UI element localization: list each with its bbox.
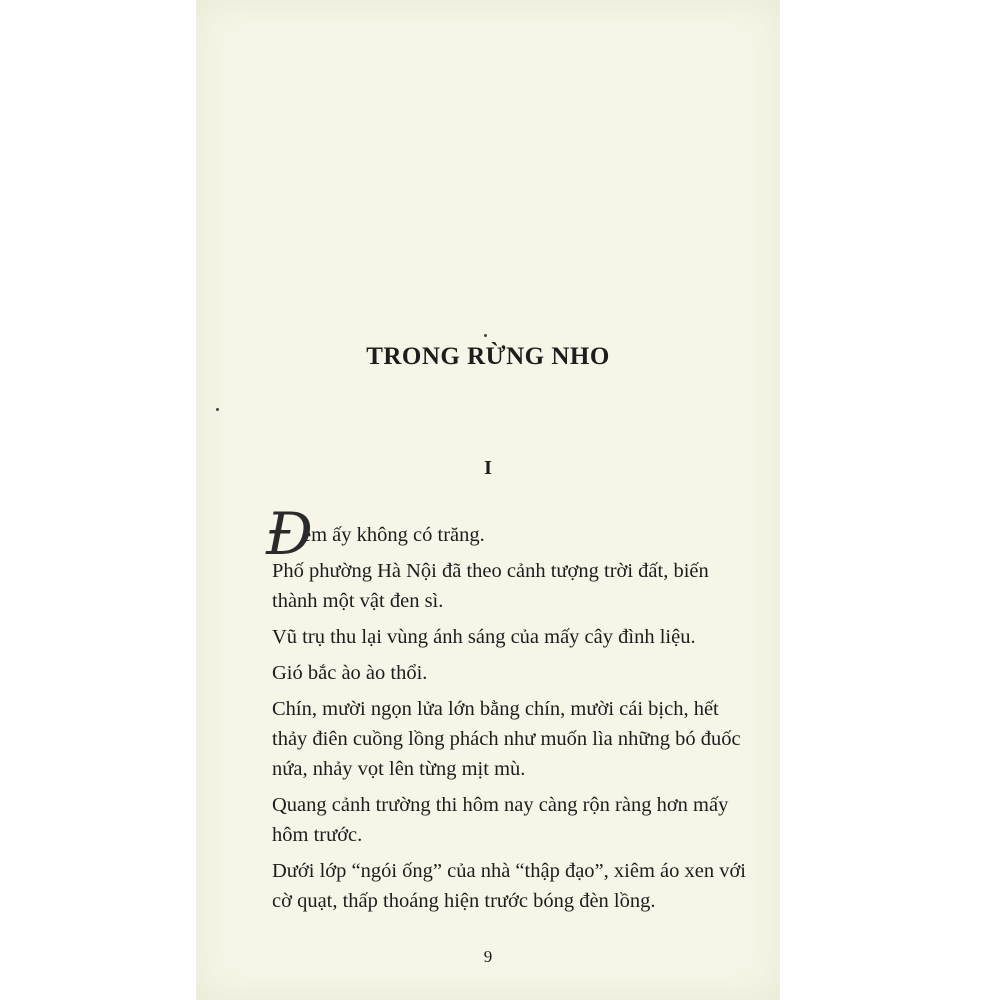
ink-speck: [484, 334, 487, 337]
page-number: 9: [483, 947, 493, 966]
paragraph: Chín, mười ngọn lửa lớn bằng chín, mười cái bịch, hết thảy điên cuồng lồng phách như muốn lìa những bó đuốc nứa, nhảy vọt lên từng mịt mù.: [272, 698, 741, 780]
paragraph: Phố phường Hà Nội đã theo cảnh tượng trời đất, biến thành một vật đen sì.: [272, 560, 709, 612]
ink-speck: [216, 408, 219, 411]
paragraph: Gió bắc ào ào thổi.: [272, 662, 428, 684]
paragraph: Quang cảnh trường thi hôm nay càng rộn ràng hơn mấy hôm trước.: [272, 794, 729, 846]
section-number: I: [484, 457, 492, 479]
book-page: [196, 0, 780, 1000]
body-text: [266, 500, 750, 922]
chapter-title: TRONG RỪNG NHO: [366, 343, 610, 370]
drop-cap: Đ: [266, 500, 313, 568]
opening-paragraph: [266, 500, 750, 568]
paragraph: Dưới lớp “ngói ống” của nhà “thập đạo”, xiêm áo xen với cờ quạt, thấp thoáng hiện trước bóng đèn lồng.: [272, 860, 746, 912]
paragraph: Vũ trụ thu lại vùng ánh sáng của mấy cây đình liệu.: [272, 626, 696, 648]
opening-line: êm ấy không có trăng.: [302, 524, 485, 546]
